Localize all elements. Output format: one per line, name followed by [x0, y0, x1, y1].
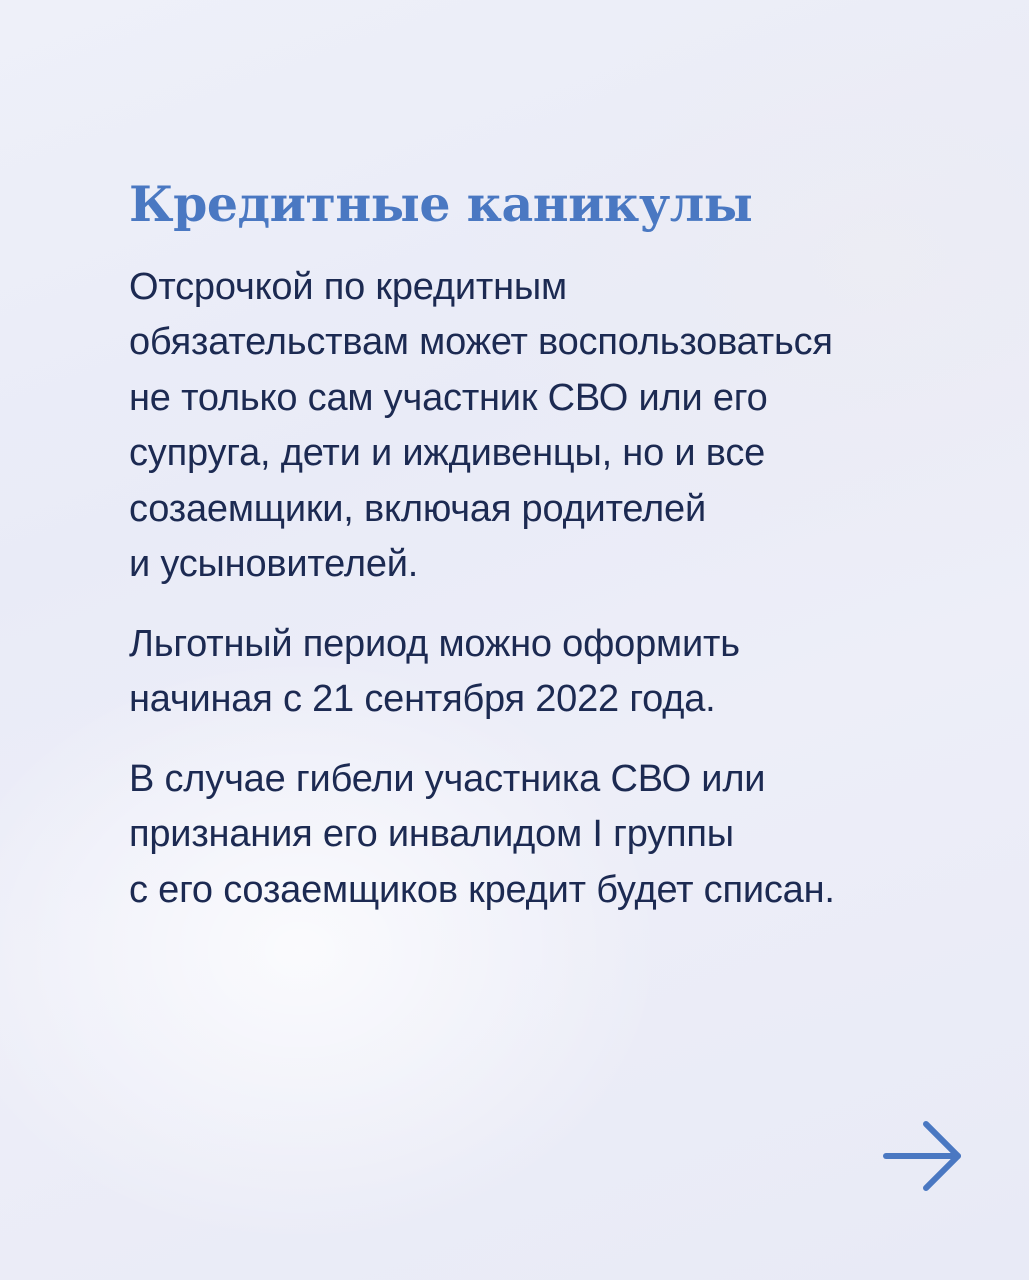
text-line: начиная с 21 сентября 2022 года. [129, 678, 716, 721]
text-line: созаемщики, включая родителей [129, 487, 706, 530]
paragraph-2 [129, 617, 989, 728]
text-line: Отсрочкой по кредитным [129, 265, 567, 308]
text-line: супруга, дети и иждивенцы, но и все [129, 432, 766, 475]
text-line: признания его инвалидом I группы [129, 813, 734, 856]
paragraph-1 [129, 260, 989, 593]
text-line: не только сам участник СВО или его [129, 376, 768, 419]
paragraph-3 [129, 752, 989, 919]
slide-title: Кредитные каникулы [129, 175, 753, 233]
text-line: и усыновителей. [129, 543, 419, 586]
content [129, 175, 989, 942]
arrow-right-icon[interactable] [882, 1120, 964, 1192]
text-line: обязательствам может воспользоваться [129, 321, 833, 364]
text-line: с его созаемщиков кредит будет списан. [129, 868, 835, 911]
text-line: Льготный период можно оформить [129, 622, 740, 665]
text-line: В случае гибели участника СВО или [129, 757, 766, 800]
